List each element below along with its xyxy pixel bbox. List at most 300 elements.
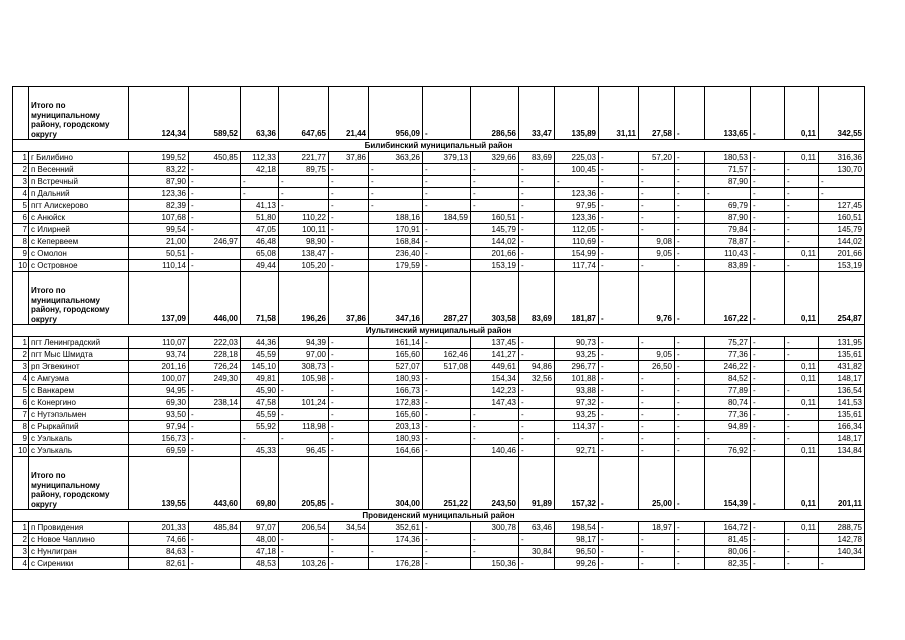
value-cell: 168,84 bbox=[369, 236, 423, 248]
value-cell: - bbox=[279, 188, 329, 200]
value-cell: - bbox=[599, 373, 639, 385]
value-cell: 97,32 bbox=[555, 397, 599, 409]
row-number: 5 bbox=[13, 385, 29, 397]
value-cell: - bbox=[519, 200, 555, 212]
value-cell: 98,90 bbox=[279, 236, 329, 248]
value-cell: - bbox=[189, 385, 241, 397]
value-cell: - bbox=[599, 534, 639, 546]
value-cell: - bbox=[423, 200, 471, 212]
settlement-name: с Анюйск bbox=[29, 212, 129, 224]
total-label: Итого по муниципальному району, городскому округу bbox=[29, 87, 129, 140]
value-cell: - bbox=[423, 373, 471, 385]
value-cell: 329,66 bbox=[471, 152, 519, 164]
table-row bbox=[13, 224, 865, 236]
row-number: 3 bbox=[13, 361, 29, 373]
value-cell: - bbox=[329, 361, 369, 373]
value-cell: 50,51 bbox=[129, 248, 189, 260]
value-cell: - bbox=[785, 421, 819, 433]
row-number: 10 bbox=[13, 445, 29, 457]
value-cell: 79,84 bbox=[705, 224, 751, 236]
settlement-name: с Сиреники bbox=[29, 558, 129, 570]
value-cell: 112,05 bbox=[555, 224, 599, 236]
value-cell: - bbox=[329, 337, 369, 349]
value-cell: - bbox=[519, 188, 555, 200]
value-cell: 222,03 bbox=[189, 337, 241, 349]
value-cell: - bbox=[241, 433, 279, 445]
value-cell: - bbox=[471, 188, 519, 200]
total-label: Итого по муниципальному району, городскому округу bbox=[29, 272, 129, 325]
value-cell: - bbox=[751, 152, 785, 164]
value-cell: - bbox=[751, 421, 785, 433]
row-number: 2 bbox=[13, 349, 29, 361]
value-cell: 33,47 bbox=[519, 87, 555, 140]
value-cell: 123,36 bbox=[129, 188, 189, 200]
table-row bbox=[13, 397, 865, 409]
value-cell: 205,85 bbox=[279, 457, 329, 510]
value-cell: - bbox=[423, 87, 471, 140]
value-cell: 117,74 bbox=[555, 260, 599, 272]
value-cell: - bbox=[785, 534, 819, 546]
value-cell: 136,54 bbox=[819, 385, 865, 397]
value-cell: - bbox=[329, 176, 369, 188]
value-cell: 9,05 bbox=[639, 248, 675, 260]
value-cell: 196,26 bbox=[279, 272, 329, 325]
value-cell: 251,22 bbox=[423, 457, 471, 510]
table-row bbox=[13, 522, 865, 534]
value-cell: - bbox=[599, 200, 639, 212]
value-cell: 63,36 bbox=[241, 87, 279, 140]
value-cell: - bbox=[751, 385, 785, 397]
value-cell: 27,58 bbox=[639, 87, 675, 140]
value-cell: - bbox=[189, 200, 241, 212]
value-cell: 166,73 bbox=[369, 385, 423, 397]
value-cell: 153,19 bbox=[819, 260, 865, 272]
value-cell: 517,08 bbox=[423, 361, 471, 373]
value-cell: - bbox=[751, 188, 785, 200]
table-row bbox=[13, 361, 865, 373]
value-cell: - bbox=[675, 272, 705, 325]
value-cell: - bbox=[189, 224, 241, 236]
value-cell: - bbox=[785, 385, 819, 397]
value-cell: - bbox=[785, 409, 819, 421]
row-number: 4 bbox=[13, 188, 29, 200]
value-cell: 140,34 bbox=[819, 546, 865, 558]
value-cell: 304,00 bbox=[369, 457, 423, 510]
value-cell: - bbox=[423, 546, 471, 558]
value-cell: 199,52 bbox=[129, 152, 189, 164]
value-cell: - bbox=[785, 188, 819, 200]
value-cell: 201,16 bbox=[129, 361, 189, 373]
value-cell: 37,86 bbox=[329, 272, 369, 325]
value-cell: - bbox=[675, 248, 705, 260]
table-row bbox=[13, 164, 865, 176]
value-cell: 164,72 bbox=[705, 522, 751, 534]
value-cell: - bbox=[751, 337, 785, 349]
value-cell: - bbox=[675, 433, 705, 445]
row-number: 8 bbox=[13, 236, 29, 248]
row-number bbox=[13, 87, 29, 140]
value-cell: 303,58 bbox=[471, 272, 519, 325]
value-cell: - bbox=[751, 176, 785, 188]
value-cell: 46,48 bbox=[241, 236, 279, 248]
value-cell: 124,34 bbox=[129, 87, 189, 140]
value-cell: 84,63 bbox=[129, 546, 189, 558]
value-cell: - bbox=[423, 176, 471, 188]
value-cell: 130,70 bbox=[819, 164, 865, 176]
value-cell: - bbox=[639, 260, 675, 272]
value-cell: 201,33 bbox=[129, 522, 189, 534]
value-cell: 449,61 bbox=[471, 361, 519, 373]
value-cell: 47,18 bbox=[241, 546, 279, 558]
value-cell: 93,74 bbox=[129, 349, 189, 361]
value-cell: - bbox=[189, 534, 241, 546]
value-cell: - bbox=[599, 397, 639, 409]
value-cell: - bbox=[519, 176, 555, 188]
value-cell: - bbox=[785, 558, 819, 570]
value-cell: - bbox=[279, 385, 329, 397]
value-cell: - bbox=[519, 534, 555, 546]
value-cell: - bbox=[599, 349, 639, 361]
table-row bbox=[13, 409, 865, 421]
value-cell: 93,50 bbox=[129, 409, 189, 421]
value-cell: - bbox=[471, 433, 519, 445]
value-cell: 96,50 bbox=[555, 546, 599, 558]
value-cell: - bbox=[751, 433, 785, 445]
value-cell: 154,99 bbox=[555, 248, 599, 260]
value-cell: - bbox=[819, 176, 865, 188]
row-number: 9 bbox=[13, 433, 29, 445]
value-cell: 296,77 bbox=[555, 361, 599, 373]
row-number: 4 bbox=[13, 558, 29, 570]
section-heading-row bbox=[13, 510, 865, 522]
value-cell: - bbox=[599, 164, 639, 176]
value-cell: - bbox=[423, 188, 471, 200]
row-number: 1 bbox=[13, 152, 29, 164]
value-cell: 80,06 bbox=[705, 546, 751, 558]
value-cell: 105,20 bbox=[279, 260, 329, 272]
table-row bbox=[13, 152, 865, 164]
value-cell: - bbox=[639, 546, 675, 558]
value-cell: - bbox=[241, 188, 279, 200]
value-cell: - bbox=[675, 397, 705, 409]
value-cell: - bbox=[599, 337, 639, 349]
value-cell: - bbox=[639, 176, 675, 188]
value-cell: 140,46 bbox=[471, 445, 519, 457]
value-cell: - bbox=[471, 534, 519, 546]
value-cell: 77,89 bbox=[705, 385, 751, 397]
value-cell: 9,76 bbox=[639, 272, 675, 325]
value-cell: 123,36 bbox=[555, 188, 599, 200]
value-cell: 246,97 bbox=[189, 236, 241, 248]
value-cell: 94,39 bbox=[279, 337, 329, 349]
table-row bbox=[13, 200, 865, 212]
value-cell: 0,11 bbox=[785, 522, 819, 534]
value-cell: - bbox=[751, 558, 785, 570]
value-cell: 71,57 bbox=[705, 164, 751, 176]
value-cell: 114,37 bbox=[555, 421, 599, 433]
value-cell: 107,68 bbox=[129, 212, 189, 224]
settlement-name: пгт Мыс Шмидта bbox=[29, 349, 129, 361]
section-heading-row bbox=[13, 140, 865, 152]
settlement-name: с Ванкарем bbox=[29, 385, 129, 397]
value-cell: - bbox=[329, 164, 369, 176]
value-cell: 141,53 bbox=[819, 397, 865, 409]
value-cell: - bbox=[189, 433, 241, 445]
value-cell: 726,24 bbox=[189, 361, 241, 373]
value-cell: - bbox=[785, 349, 819, 361]
value-cell: - bbox=[675, 522, 705, 534]
value-cell: 78,87 bbox=[705, 236, 751, 248]
value-cell: 75,27 bbox=[705, 337, 751, 349]
settlement-name: п Провидения bbox=[29, 522, 129, 534]
value-cell: 160,51 bbox=[819, 212, 865, 224]
value-cell: - bbox=[639, 385, 675, 397]
total-row bbox=[13, 272, 865, 325]
value-cell: - bbox=[599, 236, 639, 248]
value-cell: - bbox=[751, 534, 785, 546]
table-row bbox=[13, 212, 865, 224]
value-cell: - bbox=[329, 248, 369, 260]
value-cell: - bbox=[639, 337, 675, 349]
value-cell: 112,33 bbox=[241, 152, 279, 164]
value-cell: 254,87 bbox=[819, 272, 865, 325]
value-cell: - bbox=[639, 534, 675, 546]
value-cell: 308,73 bbox=[279, 361, 329, 373]
value-cell: - bbox=[279, 546, 329, 558]
value-cell: 246,22 bbox=[705, 361, 751, 373]
value-cell: - bbox=[329, 445, 369, 457]
value-cell: - bbox=[423, 397, 471, 409]
value-cell: 91,89 bbox=[519, 457, 555, 510]
value-cell: 172,83 bbox=[369, 397, 423, 409]
value-cell: 110,14 bbox=[129, 260, 189, 272]
value-cell: 147,43 bbox=[471, 397, 519, 409]
value-cell: 133,65 bbox=[705, 87, 751, 140]
value-cell: 93,88 bbox=[555, 385, 599, 397]
value-cell: - bbox=[189, 409, 241, 421]
settlement-name: с Новое Чаплино bbox=[29, 534, 129, 546]
value-cell: 30,84 bbox=[519, 546, 555, 558]
value-cell: 55,92 bbox=[241, 421, 279, 433]
value-cell: - bbox=[189, 164, 241, 176]
value-cell: - bbox=[751, 87, 785, 140]
value-cell: 76,92 bbox=[705, 445, 751, 457]
value-cell: - bbox=[675, 87, 705, 140]
total-label: Итого по муниципальному району, городскому округу bbox=[29, 457, 129, 510]
value-cell: 82,39 bbox=[129, 200, 189, 212]
value-cell: - bbox=[329, 349, 369, 361]
value-cell: - bbox=[599, 433, 639, 445]
value-cell: - bbox=[639, 421, 675, 433]
value-cell: 363,26 bbox=[369, 152, 423, 164]
value-cell: - bbox=[519, 337, 555, 349]
value-cell: - bbox=[675, 260, 705, 272]
row-number: 7 bbox=[13, 409, 29, 421]
value-cell: - bbox=[785, 200, 819, 212]
value-cell: - bbox=[279, 433, 329, 445]
value-cell: - bbox=[639, 373, 675, 385]
table-row bbox=[13, 188, 865, 200]
value-cell: - bbox=[785, 176, 819, 188]
value-cell: - bbox=[329, 457, 369, 510]
value-cell: - bbox=[751, 212, 785, 224]
table-row bbox=[13, 445, 865, 457]
value-cell: 201,11 bbox=[819, 457, 865, 510]
value-cell: 485,84 bbox=[189, 522, 241, 534]
value-cell: 647,65 bbox=[279, 87, 329, 140]
value-cell: 956,09 bbox=[369, 87, 423, 140]
tariff-table bbox=[12, 86, 865, 570]
value-cell: 47,58 bbox=[241, 397, 279, 409]
value-cell: 32,56 bbox=[519, 373, 555, 385]
row-number bbox=[13, 272, 29, 325]
value-cell: - bbox=[189, 248, 241, 260]
value-cell: - bbox=[599, 272, 639, 325]
value-cell: - bbox=[785, 337, 819, 349]
table-row bbox=[13, 373, 865, 385]
value-cell: - bbox=[329, 236, 369, 248]
value-cell: 316,36 bbox=[819, 152, 865, 164]
value-cell: 0,11 bbox=[785, 445, 819, 457]
table-row bbox=[13, 534, 865, 546]
value-cell: - bbox=[423, 224, 471, 236]
value-cell: 101,88 bbox=[555, 373, 599, 385]
value-cell: - bbox=[369, 546, 423, 558]
value-cell: 589,52 bbox=[189, 87, 241, 140]
value-cell: 93,25 bbox=[555, 409, 599, 421]
value-cell: 347,16 bbox=[369, 272, 423, 325]
value-cell: - bbox=[471, 200, 519, 212]
value-cell: 198,54 bbox=[555, 522, 599, 534]
row-number: 6 bbox=[13, 212, 29, 224]
value-cell: - bbox=[751, 445, 785, 457]
value-cell: - bbox=[519, 248, 555, 260]
value-cell: - bbox=[751, 248, 785, 260]
value-cell: - bbox=[519, 397, 555, 409]
value-cell: 105,98 bbox=[279, 373, 329, 385]
value-cell: 25,00 bbox=[639, 457, 675, 510]
value-cell: - bbox=[189, 558, 241, 570]
value-cell: - bbox=[639, 397, 675, 409]
value-cell: 83,69 bbox=[519, 152, 555, 164]
value-cell: 47,05 bbox=[241, 224, 279, 236]
value-cell: 206,54 bbox=[279, 522, 329, 534]
value-cell: - bbox=[675, 176, 705, 188]
value-cell: 97,95 bbox=[555, 200, 599, 212]
value-cell: 57,20 bbox=[639, 152, 675, 164]
value-cell: - bbox=[751, 522, 785, 534]
row-number: 1 bbox=[13, 522, 29, 534]
value-cell: - bbox=[423, 385, 471, 397]
value-cell: 203,13 bbox=[369, 421, 423, 433]
value-cell: - bbox=[329, 212, 369, 224]
row-number: 4 bbox=[13, 373, 29, 385]
value-cell: - bbox=[751, 272, 785, 325]
value-cell: - bbox=[423, 558, 471, 570]
value-cell: - bbox=[189, 260, 241, 272]
value-cell: 123,36 bbox=[555, 212, 599, 224]
value-cell: - bbox=[785, 164, 819, 176]
value-cell: - bbox=[519, 409, 555, 421]
value-cell: 180,53 bbox=[705, 152, 751, 164]
value-cell: 181,87 bbox=[555, 272, 599, 325]
table-row bbox=[13, 176, 865, 188]
value-cell: - bbox=[639, 212, 675, 224]
value-cell: - bbox=[751, 349, 785, 361]
value-cell: 154,39 bbox=[705, 457, 751, 510]
value-cell: 127,45 bbox=[819, 200, 865, 212]
value-cell: - bbox=[189, 445, 241, 457]
value-cell: 49,44 bbox=[241, 260, 279, 272]
value-cell: 148,17 bbox=[819, 373, 865, 385]
row-number: 9 bbox=[13, 248, 29, 260]
value-cell: 131,95 bbox=[819, 337, 865, 349]
value-cell: 176,28 bbox=[369, 558, 423, 570]
value-cell: 41,13 bbox=[241, 200, 279, 212]
value-cell: 45,59 bbox=[241, 409, 279, 421]
value-cell: - bbox=[751, 260, 785, 272]
value-cell: 221,77 bbox=[279, 152, 329, 164]
value-cell: 69,30 bbox=[129, 397, 189, 409]
section-heading: Провиденский муниципальный район bbox=[13, 510, 865, 522]
value-cell: 0,11 bbox=[785, 397, 819, 409]
value-cell: 450,85 bbox=[189, 152, 241, 164]
value-cell: - bbox=[519, 260, 555, 272]
value-cell: 26,50 bbox=[639, 361, 675, 373]
value-cell: - bbox=[675, 349, 705, 361]
value-cell: - bbox=[675, 164, 705, 176]
value-cell: 110,07 bbox=[129, 337, 189, 349]
value-cell: - bbox=[675, 421, 705, 433]
value-cell: - bbox=[241, 176, 279, 188]
value-cell: 31,11 bbox=[599, 87, 639, 140]
value-cell: 286,56 bbox=[471, 87, 519, 140]
value-cell: - bbox=[675, 546, 705, 558]
value-cell: - bbox=[751, 361, 785, 373]
value-cell: 165,60 bbox=[369, 409, 423, 421]
settlement-name: рп Эгвекинот bbox=[29, 361, 129, 373]
value-cell: - bbox=[279, 176, 329, 188]
value-cell: 228,18 bbox=[189, 349, 241, 361]
value-cell: 82,35 bbox=[705, 558, 751, 570]
value-cell: 161,14 bbox=[369, 337, 423, 349]
value-cell: 90,73 bbox=[555, 337, 599, 349]
value-cell: 142,23 bbox=[471, 385, 519, 397]
value-cell: - bbox=[675, 445, 705, 457]
value-cell: - bbox=[785, 546, 819, 558]
value-cell: 87,90 bbox=[705, 176, 751, 188]
value-cell: - bbox=[675, 373, 705, 385]
table-row bbox=[13, 546, 865, 558]
value-cell: 157,32 bbox=[555, 457, 599, 510]
value-cell: 188,16 bbox=[369, 212, 423, 224]
value-cell: 118,98 bbox=[279, 421, 329, 433]
value-cell: - bbox=[599, 522, 639, 534]
settlement-name: с Амгуэма bbox=[29, 373, 129, 385]
value-cell: - bbox=[189, 546, 241, 558]
value-cell: - bbox=[599, 445, 639, 457]
value-cell: - bbox=[639, 445, 675, 457]
value-cell: 110,69 bbox=[555, 236, 599, 248]
value-cell: - bbox=[189, 212, 241, 224]
value-cell: - bbox=[279, 409, 329, 421]
value-cell: 138,47 bbox=[279, 248, 329, 260]
value-cell: 0,11 bbox=[785, 373, 819, 385]
value-cell: - bbox=[519, 224, 555, 236]
value-cell: 21,44 bbox=[329, 87, 369, 140]
settlement-name: с Островное bbox=[29, 260, 129, 272]
table-row bbox=[13, 421, 865, 433]
